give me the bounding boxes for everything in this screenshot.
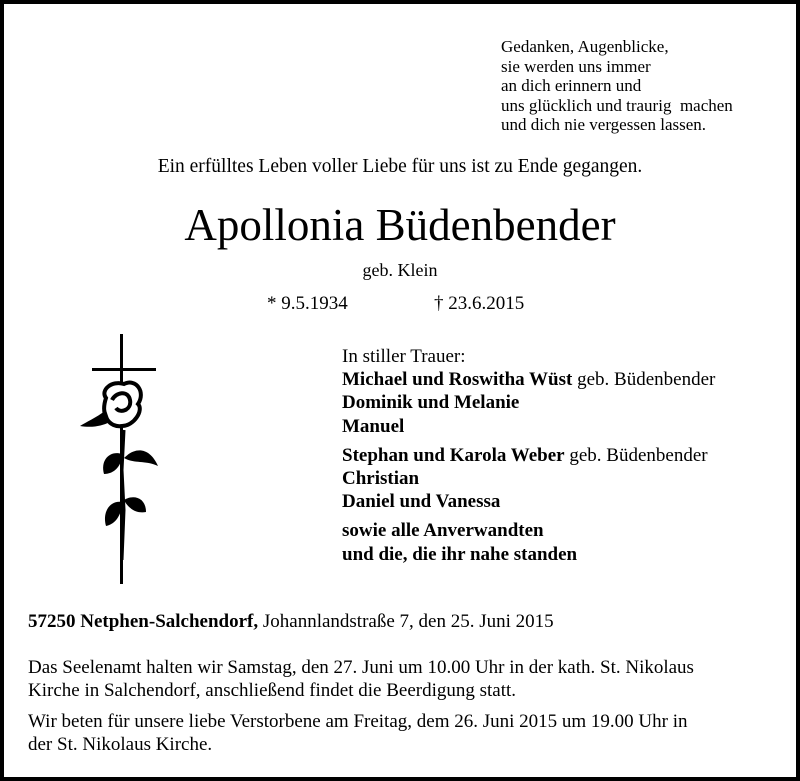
family-names: Stephan und Karola Weber: [342, 444, 565, 466]
intro-text: Ein erfülltes Leben voller Liebe für uns ist zu Ende gegangen.: [157, 156, 643, 177]
obituary-notice: [4, 4, 796, 777]
mourning-heading: In stiller Trauer:: [342, 346, 466, 367]
family-note: geb. Büdenbender: [572, 369, 716, 391]
mourners-list: [342, 345, 715, 566]
closing-line: und die, die ihr nahe standen: [342, 543, 578, 565]
family-names: Daniel und Vanessa: [342, 491, 501, 513]
poem: [501, 37, 733, 135]
prayer-info: [28, 710, 688, 756]
deceased-name: Apollonia Büdenbender: [184, 200, 616, 250]
cross-rose-icon: [60, 330, 200, 590]
poem-line: an dich erinnern und: [501, 76, 642, 96]
funeral-info-line: Kirche in Salchendorf, anschließend findet die Beerdigung statt.: [28, 680, 517, 701]
family-names: Michael und Roswitha Wüst: [342, 369, 573, 391]
family-names: Dominik und Melanie: [342, 392, 520, 414]
death-date: † 23.6.2015: [434, 293, 525, 314]
family-names: Christian: [342, 468, 420, 490]
funeral-info: [28, 656, 694, 702]
maiden-name: geb. Klein: [362, 260, 438, 280]
poem-line: sie werden uns immer: [501, 56, 651, 76]
poem-line: Gedanken, Augenblicke,: [501, 37, 669, 56]
poem-line: uns glücklich und traurig machen: [501, 95, 733, 115]
family-note: geb. Büdenbender: [564, 444, 708, 466]
address-rest: Johannlandstraße 7, den 25. Juni 2015: [258, 611, 554, 632]
address-city: 57250 Netphen-Salchendorf,: [28, 611, 259, 632]
birth-date: * 9.5.1934: [267, 293, 348, 314]
prayer-info-line: Wir beten für unsere liebe Verstorbene am Freitag, dem 26. Juni 2015 um 19.00 Uhr in: [28, 711, 688, 732]
prayer-info-line: der St. Nikolaus Kirche.: [28, 734, 213, 755]
funeral-info-line: Das Seelenamt halten wir Samstag, den 27. Juni um 10.00 Uhr in der kath. St. Nikolaus: [28, 657, 694, 678]
poem-line: und dich nie vergessen lassen.: [501, 115, 707, 135]
family-names: Manuel: [342, 415, 405, 437]
closing-line: sowie alle Anverwandten: [342, 520, 544, 542]
address: [28, 611, 554, 633]
